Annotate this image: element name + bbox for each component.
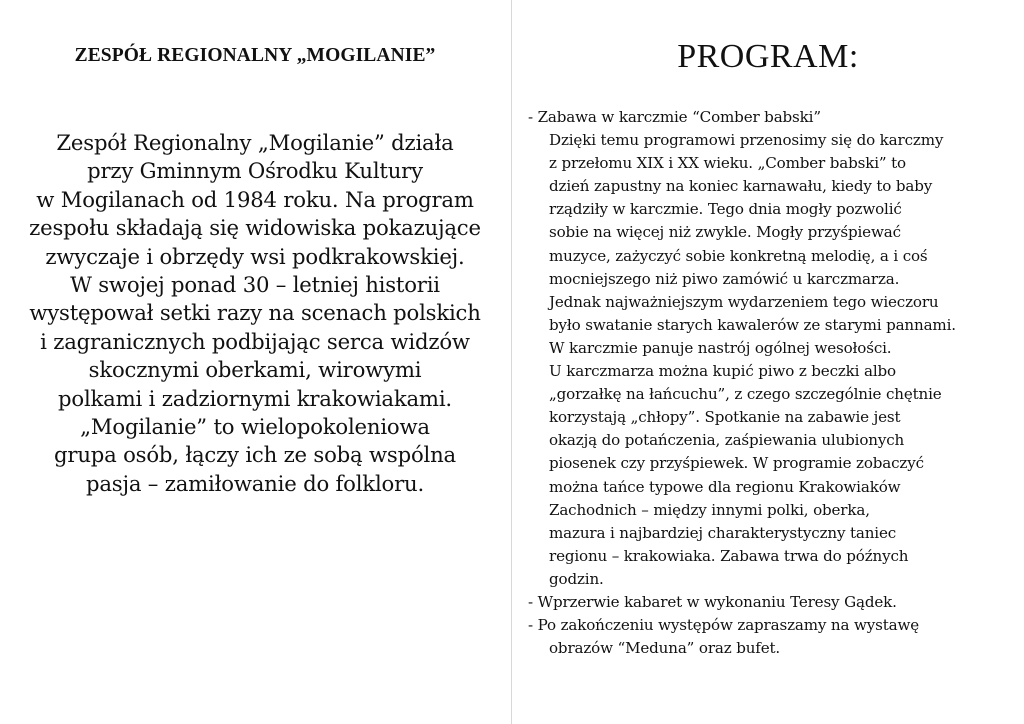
program-title: PROGRAM: [677,38,859,75]
program-line: Zachodnich – między innymi polki, oberka, [549,500,870,519]
program-line: obrazów “Meduna” oraz bufet. [549,639,781,658]
ensemble-description [0,129,510,498]
program-line: U karczmarza można kupić piwo z beczki albo [549,362,896,381]
program-line: Dzięki temu programowi przenosimy się do karczmy [549,131,944,150]
description-line: przy Gminnym Ośrodku Kultury [87,158,423,184]
description-line: Zespół Regionalny „Mogilanie” działa [56,130,454,155]
program-line: Jednak najważniejszym wydarzeniem tego wieczoru [549,292,939,311]
program-line: z przełomu XIX i XX wieku. „Comber babski” to [549,154,906,173]
right-page [512,0,1024,724]
ensemble-title: ZESPÓŁ REGIONALNY „MOGILANIE” [74,45,436,66]
description-line: zespołu składają się widowiska pokazujące [29,215,481,241]
program-list [528,106,1018,660]
description-line: i zagranicznych podbijając serca widzów [40,328,470,354]
program-line: „gorzałkę na łańcuchu”, z czego szczególnie chętnie [549,385,942,404]
program-line: mazura i najbardziej charakterystyczny taniec [549,523,897,542]
description-line: skocznymi oberkami, wirowymi [88,357,422,383]
left-page [0,0,510,724]
description-line: „Mogilanie” to wielopokoleniowa [80,414,430,440]
description-line: grupa osób, łączy ich ze sobą wspólna [54,442,456,468]
description-line: polkami i zadziornymi krakowiakami. [58,385,452,411]
program-line: mocniejszego niż piwo zamówić u karczmarza. [549,269,900,288]
program-line: muzyce, zażyczyć sobie konkretną melodię, a i coś [549,246,928,265]
description-line: występował setki razy na scenach polskich [29,300,481,326]
program-line: godzin. [549,569,604,588]
program-line: można tańce typowe dla regionu Krakowiaków [549,477,901,496]
program-line: korzystają „chłopy”. Spotkanie na zabawie jest [549,408,901,427]
program-item: - Wprzerwie kabaret w wykonaniu Teresy Gądek. [528,592,897,611]
description-line: pasja – zamiłowanie do folkloru. [86,470,424,496]
program-line: regionu – krakowiaka. Zabawa trwa do późnych [549,546,909,565]
program-line: sobie na więcej niż zwykle. Mogły przyśpiewać [549,223,901,242]
program-line: dzień zapustny na koniec karnawału, kiedy to baby [549,177,933,196]
program-line: piosenek czy przyśpiewek. W programie zobaczyć [549,454,924,473]
program-line: W karczmie panuje nastrój ogólnej wesołości. [549,338,892,357]
program-item: - Po zakończeniu występów zapraszamy na wystawę [528,616,920,635]
program-line: rządziły w karczmie. Tego dnia mogły pozwolić [549,200,902,219]
program-line: okazją do potańczenia, zaśpiewania ulubionych [549,431,905,450]
description-line: W swojej ponad 30 – letniej historii [70,272,440,298]
program-line: było swatanie starych kawalerów ze starymi pannami. [549,315,956,334]
description-line: zwyczaje i obrzędy wsi podkrakowskiej. [45,243,465,269]
description-line: w Mogilanach od 1984 roku. Na program [36,186,474,212]
program-item: - Zabawa w karczmie “Comber babski” [528,108,821,126]
